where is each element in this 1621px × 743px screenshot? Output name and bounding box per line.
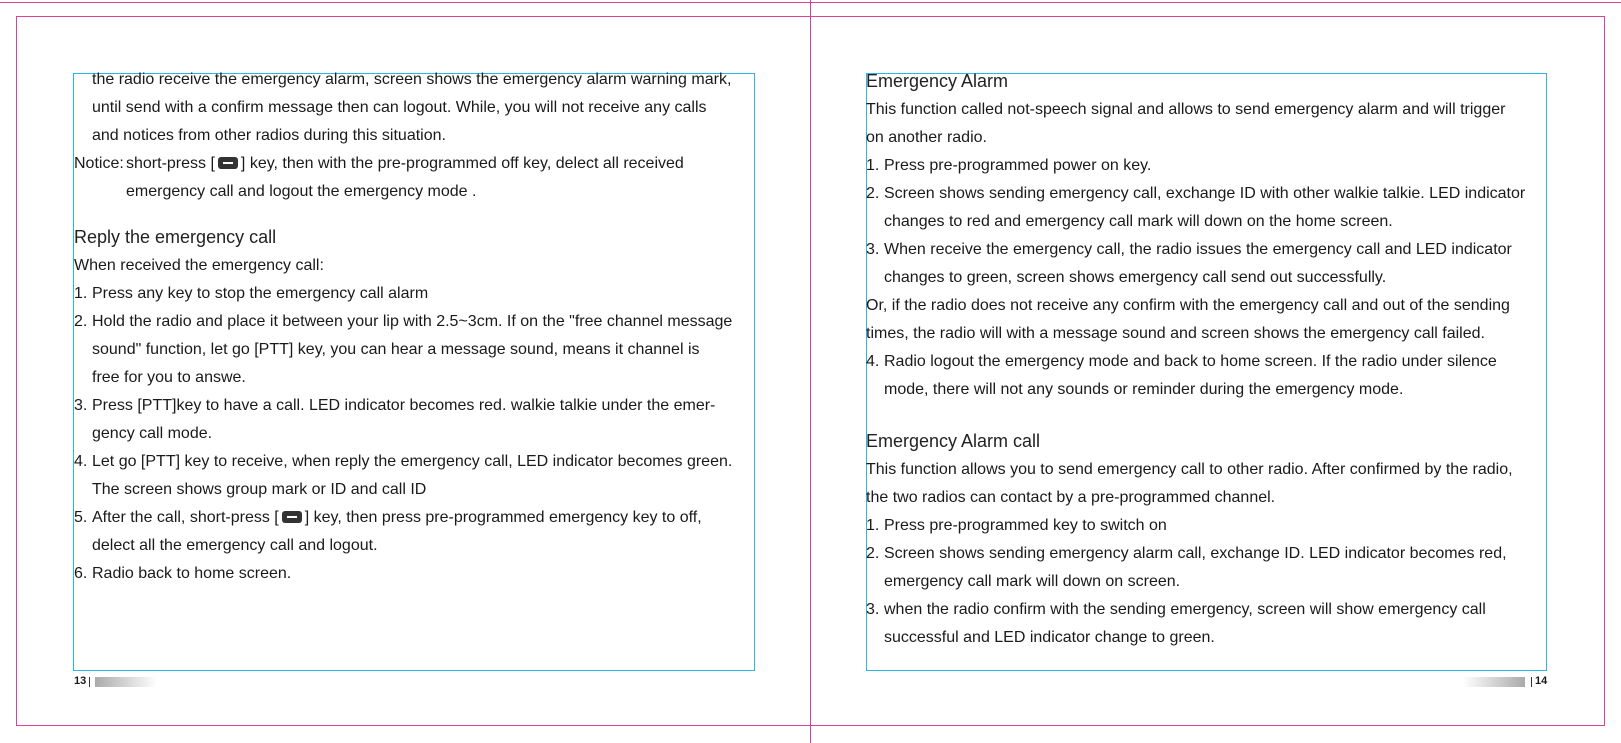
- intro-line-2: until send with a confirm message then can logout. While, you will not receive any calls: [92, 99, 707, 116]
- s1-middle-line: times, the radio will with a message sound and screen shows the emergency call failed.: [866, 325, 1485, 342]
- list-line: sound" function, let go [PTT] key, you can hear a message sound, means it channel is: [92, 341, 700, 358]
- list-line: The screen shows group mark or ID and call ID: [92, 481, 427, 498]
- numbered-list: [74, 280, 764, 588]
- center-fold-line: [810, 0, 811, 743]
- list-item: [866, 152, 1556, 180]
- page-number-right: 14: [1535, 675, 1548, 687]
- list-number: 1.: [866, 517, 880, 534]
- list-line: Screen shows sending emergency call, exchange ID with other walkie talkie. LED indicator: [884, 185, 1526, 202]
- notice-label: Notice:: [74, 155, 124, 172]
- section-heading-reply: Reply the emergency call: [74, 227, 277, 247]
- list-line: Press any key to stop the emergency call alarm: [92, 285, 429, 302]
- list-line: Press pre-programmed key to switch on: [884, 517, 1167, 534]
- list-number: 2.: [74, 313, 88, 330]
- notice-line-1: [126, 150, 764, 178]
- page-number-divider: [89, 677, 90, 687]
- list-line: Press pre-programmed power on key.: [884, 157, 1152, 174]
- list-item: [74, 504, 764, 560]
- top-bleed-line: [0, 2, 1621, 3]
- list-item: [74, 280, 764, 308]
- list-number: 2.: [866, 545, 880, 562]
- list-number: 1.: [74, 285, 88, 302]
- s1-intro-line: This function called not-speech signal and allows to send emergency alarm and will trigger: [866, 101, 1506, 118]
- section-heading-emergency-alarm: Emergency Alarm: [866, 71, 1009, 91]
- list-line: [92, 504, 764, 532]
- s2-intro-line: This function allows you to send emergency call to other radio. After confirmed by the radio,: [866, 461, 1513, 478]
- list-number: 4.: [866, 353, 880, 370]
- list-line: changes to red and emergency call mark will down on the home screen.: [884, 213, 1393, 230]
- notice-text-b: ] key, then with the pre-programmed off key, delect all received: [240, 155, 684, 172]
- list-number: 2.: [866, 185, 880, 202]
- list-line: emergency call mark will down on screen.: [884, 573, 1181, 590]
- list-item: [74, 392, 764, 448]
- notice-text-a: short-press [: [126, 155, 215, 172]
- s2-intro-line: the two radios can contact by a pre-programmed channel.: [866, 489, 1276, 506]
- section-heading-emergency-alarm-call: Emergency Alarm call: [866, 431, 1041, 451]
- list-line: Hold the radio and place it between your lip with 2.5~3cm. If on the "free channel message: [92, 313, 733, 330]
- left-page-content: [74, 66, 764, 588]
- list-number: 6.: [74, 565, 88, 582]
- menu-key-icon: [218, 157, 238, 169]
- s1-intro-line: on another radio.: [866, 129, 987, 146]
- list-line: free for you to answe.: [92, 369, 246, 386]
- item5-text-b: ] key, then press pre-programmed emergency key to off,: [304, 509, 702, 526]
- list-line: Let go [PTT] key to receive, when reply the emergency call, LED indicator becomes green.: [92, 453, 733, 470]
- lead-text: When received the emergency call:: [74, 257, 324, 274]
- list-number: 3.: [866, 241, 880, 258]
- list-number: 3.: [74, 397, 88, 414]
- list-item: [74, 308, 764, 392]
- list-item: [866, 348, 1556, 404]
- list-item: [74, 560, 764, 588]
- list-line: Radio back to home screen.: [92, 565, 292, 582]
- item5-text-a: After the call, short-press [: [92, 509, 279, 526]
- list-number: 5.: [74, 509, 88, 526]
- list-line: Radio logout the emergency mode and back to home screen. If the radio under silence: [884, 353, 1497, 370]
- right-page-content: [866, 66, 1556, 652]
- list-item: [74, 448, 764, 504]
- page-number-divider: [1531, 677, 1532, 687]
- list-item: [866, 540, 1556, 596]
- intro-line-1: the radio receive the emergency alarm, screen shows the emergency alarm warning mark,: [92, 71, 732, 88]
- page-number-left: 13: [74, 675, 87, 687]
- list-number: 1.: [866, 157, 880, 174]
- page-bar-right: [1463, 677, 1525, 687]
- list-line: When receive the emergency call, the radio issues the emergency call and LED indicator: [884, 241, 1512, 258]
- list-line: successful and LED indicator change to green.: [884, 629, 1215, 646]
- list-number: 4.: [74, 453, 88, 470]
- list-line: Screen shows sending emergency alarm call, exchange ID. LED indicator becomes red,: [884, 545, 1507, 562]
- list-line: gency call mode.: [92, 425, 213, 442]
- list-line: when the radio confirm with the sending emergency, screen will show emergency call: [884, 601, 1486, 618]
- list-item: [866, 236, 1556, 292]
- list-item: [866, 180, 1556, 236]
- list-line: mode, there will not any sounds or reminder during the emergency mode.: [884, 381, 1404, 398]
- intro-line-3: and notices from other radios during this situation.: [92, 127, 446, 144]
- notice-line-2: emergency call and logout the emergency mode .: [126, 183, 477, 200]
- list-line: delect all the emergency call and logout.: [92, 537, 378, 554]
- menu-key-icon: [282, 511, 302, 523]
- page-bar-left: [95, 677, 157, 687]
- list-item: [866, 512, 1556, 540]
- list-number: 3.: [866, 601, 880, 618]
- s1-middle-line: Or, if the radio does not receive any confirm with the emergency call and out of the sending: [866, 297, 1510, 314]
- list-line: changes to green, screen shows emergency call send out successfully.: [884, 269, 1387, 286]
- list-line: Press [PTT]key to have a call. LED indicator becomes red. walkie talkie under the emer-: [92, 397, 716, 414]
- notice-block: [74, 150, 764, 206]
- list-item: [866, 596, 1556, 652]
